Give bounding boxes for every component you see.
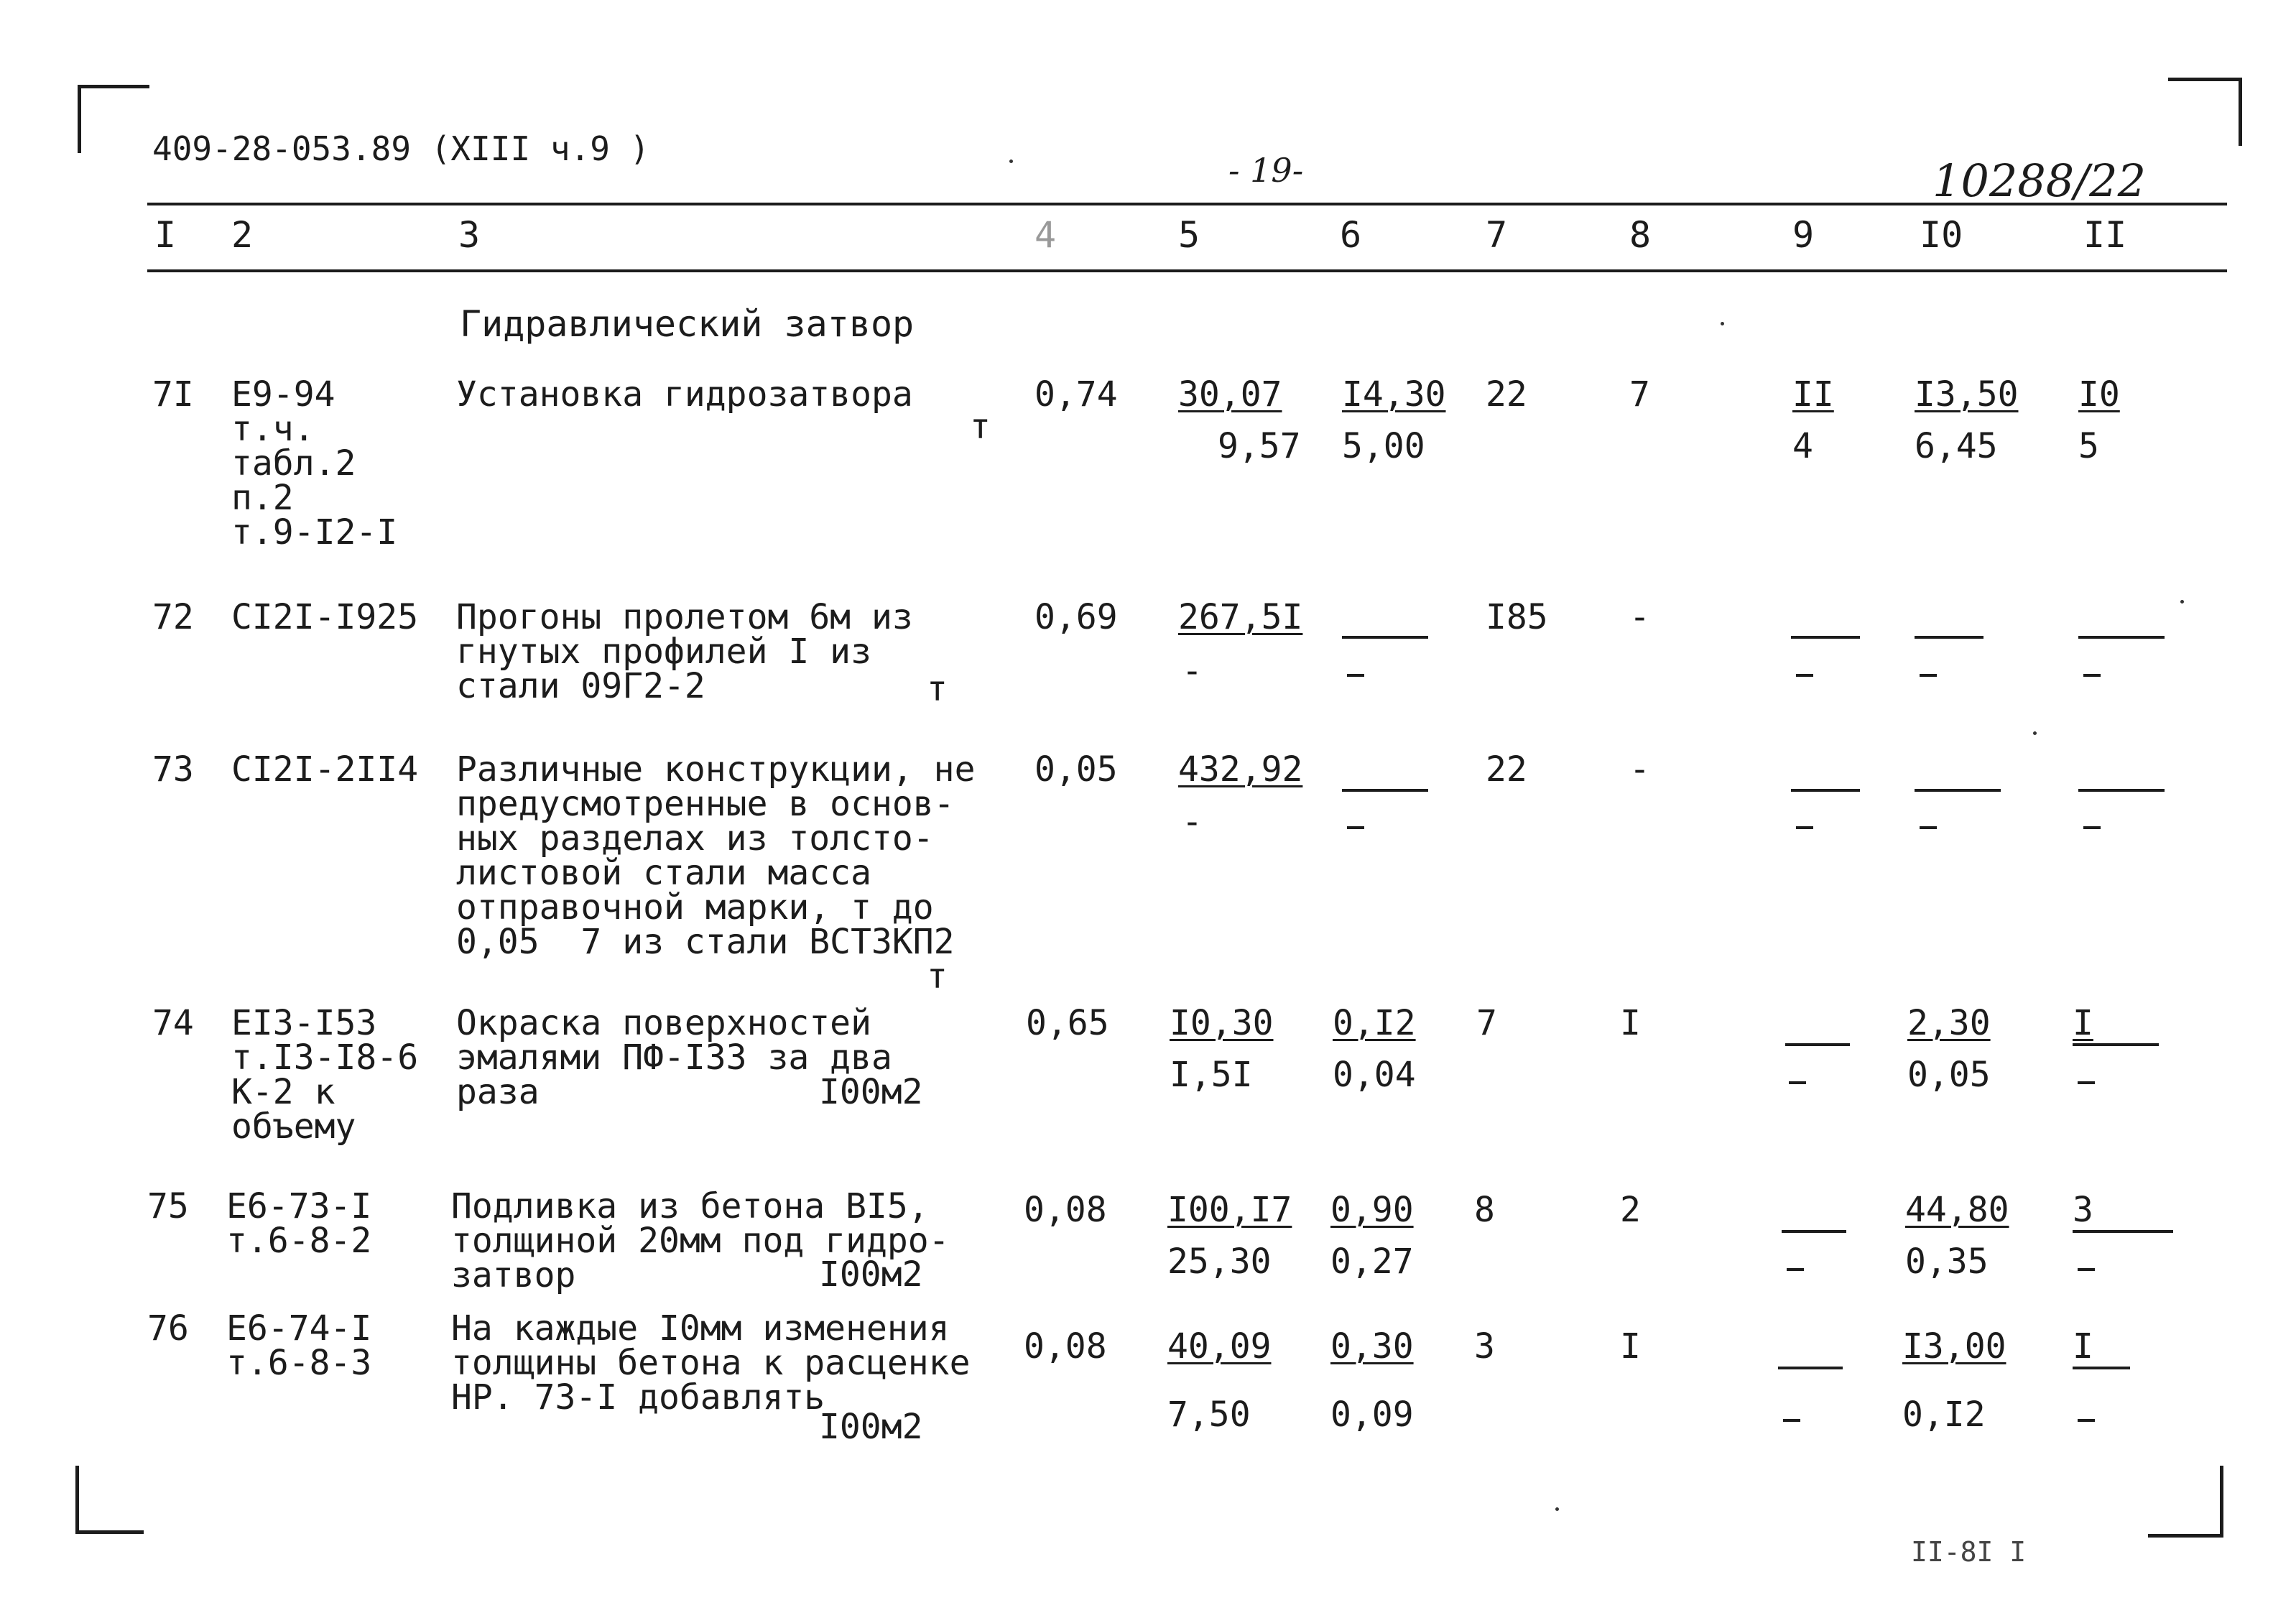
col11-top: I0 [2078, 374, 2120, 415]
col11-top-rule [2073, 1043, 2159, 1046]
col6-top: 0,90 [1330, 1190, 1414, 1230]
scan-speck [2180, 600, 2184, 604]
col5-bottom: 25,30 [1167, 1242, 1272, 1282]
col11-top: I [2073, 1003, 2093, 1043]
col10-top: 2,30 [1907, 1003, 1991, 1043]
document-code: 409-28-053.89 (XIII ч.9 ) [152, 129, 650, 168]
norm-code: Е9-94 т.ч. табл.2 п.2 т.9-I2-I [231, 374, 398, 553]
unit-label: т [970, 407, 991, 447]
col6-bottom-dash [1347, 674, 1364, 677]
row-number: 7I [152, 374, 194, 415]
corner-bracket-top-right [2168, 78, 2242, 146]
work-description: Подливка из бетона ВI5, толщиной 20мм под гидро- затвор [451, 1186, 950, 1295]
col9-top-dash [1778, 1367, 1843, 1369]
table-top-rule [147, 203, 2227, 205]
column-header-4: 4 [1034, 214, 1057, 256]
col7-value: 8 [1474, 1190, 1495, 1230]
col8-value: 2 [1620, 1190, 1641, 1230]
col11-top: 3 [2073, 1190, 2093, 1230]
column-header-11: II [2083, 214, 2127, 256]
col8-value: I [1620, 1003, 1641, 1043]
row-number: 76 [147, 1308, 189, 1349]
col10-bottom: 0,I2 [1902, 1395, 1986, 1435]
col5-top: I00,I7 [1167, 1190, 1292, 1230]
col9-bottom-dash [1783, 1419, 1800, 1422]
column-header-5: 5 [1178, 214, 1200, 256]
col9-bottom-dash [1787, 1268, 1804, 1271]
row-number: 72 [152, 597, 194, 637]
quantity-value: 0,08 [1024, 1190, 1107, 1230]
col11-bottom-dash [2078, 1268, 2095, 1271]
col9-top-dash [1782, 1230, 1846, 1233]
col11-bottom-dash [2083, 826, 2101, 829]
row-number: 75 [147, 1186, 189, 1226]
corner-bracket-bottom-left [75, 1466, 144, 1534]
quantity-value: 0,08 [1024, 1326, 1107, 1367]
col7-value: 7 [1476, 1003, 1497, 1043]
col10-bottom: 6,45 [1915, 426, 1998, 466]
scan-speck [1721, 322, 1724, 325]
corner-bracket-top-left [78, 85, 149, 153]
work-description: Установка гидрозатвора [456, 374, 913, 415]
col6-top: 0,I2 [1333, 1003, 1416, 1043]
col5-top: 30,07 [1178, 374, 1282, 415]
quantity-value: 0,74 [1034, 374, 1118, 415]
page-number: - 19- [1228, 151, 1304, 190]
col11-top-rule [2073, 1367, 2130, 1369]
column-header-9: 9 [1792, 214, 1815, 256]
table-header-rule [147, 269, 2227, 272]
unit-label: т [927, 669, 948, 709]
unit-label: т [927, 956, 948, 997]
col10-top: I3,00 [1902, 1326, 2006, 1367]
col9-top-dash [1791, 636, 1860, 639]
col7-value: 22 [1486, 749, 1527, 790]
norm-code: Е6-73-I т.6-8-2 [226, 1186, 372, 1261]
quantity-value: 0,69 [1034, 597, 1118, 637]
column-header-8: 8 [1629, 214, 1652, 256]
col11-bottom-dash [2078, 1419, 2095, 1422]
norm-code: СI2I-I925 [231, 597, 419, 637]
unit-label: I00м2 [819, 1072, 923, 1112]
scan-speck [2033, 731, 2037, 735]
section-title: Гидравлический затвор [460, 303, 915, 345]
work-description: Различные конструкции, не предусмотренные в основ- ных разделах из толсто- листовой стали масса отправочной марки, т до 0,05 7 из стали ВСТ3КП2 [456, 749, 976, 962]
col6-bottom: 0,04 [1333, 1055, 1416, 1095]
col7-value: I85 [1486, 597, 1548, 637]
column-header-1: I [154, 214, 177, 256]
col7-value: 22 [1486, 374, 1527, 415]
col5-top: 267,5I [1178, 597, 1303, 637]
norm-code: ЕI3-I53 т.I3-I8-6 К-2 к объему [231, 1003, 419, 1147]
col5-top: I0,30 [1170, 1003, 1274, 1043]
col11-top-rule [2073, 1230, 2173, 1233]
work-description: На каждые I0мм изменения толщины бетона к расценке НР. 73-I добавлять [451, 1308, 971, 1418]
col9-top-dash [1791, 789, 1860, 792]
col11-bottom: 5 [2078, 426, 2099, 466]
sheet-reference: 10288/22 [1932, 154, 2147, 207]
col8-value: - [1629, 749, 1650, 790]
col6-bottom: 5,00 [1342, 426, 1425, 466]
col9-top-dash [1785, 1043, 1850, 1046]
work-description: Прогоны пролетом 6м из гнутых профилей I из стали 09Г2-2 [456, 597, 913, 706]
column-header-2: 2 [231, 214, 254, 256]
column-header-3: 3 [458, 214, 481, 256]
column-header-6: 6 [1340, 214, 1362, 256]
col11-top-dash [2078, 789, 2165, 792]
col9-bottom-dash [1789, 1081, 1806, 1084]
norm-code: СI2I-2II4 [231, 749, 419, 790]
column-header-10: I0 [1920, 214, 1963, 256]
col11-bottom-dash [2083, 674, 2101, 677]
row-number: 74 [152, 1003, 194, 1043]
norm-code: Е6-74-I т.6-8-3 [226, 1308, 372, 1383]
col8-value: - [1629, 597, 1650, 637]
col6-top-dash [1342, 636, 1428, 639]
col6-top-dash [1342, 789, 1428, 792]
col9-bottom: 4 [1792, 426, 1813, 466]
col10-top-dash [1915, 636, 1983, 639]
col11-bottom-dash [2078, 1081, 2095, 1084]
col10-top: 44,80 [1905, 1190, 2009, 1230]
col10-bottom: 0,35 [1905, 1242, 1989, 1282]
quantity-value: 0,05 [1034, 749, 1118, 790]
unit-label: I00м2 [819, 1254, 923, 1295]
col6-bottom-dash [1347, 826, 1364, 829]
col8-value: 7 [1629, 374, 1650, 415]
quantity-value: 0,65 [1026, 1003, 1109, 1043]
col11-top-dash [2078, 636, 2165, 639]
scan-speck [1009, 160, 1013, 163]
unit-label: I00м2 [819, 1407, 923, 1447]
scan-speck [1555, 1507, 1559, 1511]
col10-top: I3,50 [1915, 374, 2019, 415]
col5-top: 40,09 [1167, 1326, 1272, 1367]
col9-top: II [1792, 374, 1834, 415]
col5-bottom: 7,50 [1167, 1395, 1251, 1435]
col8-value: I [1620, 1326, 1641, 1367]
col5-bottom: 9,57 [1218, 426, 1301, 466]
col10-top-dash [1915, 789, 2001, 792]
col10-bottom: 0,05 [1907, 1055, 1991, 1095]
footer-mark: II-8I I [1911, 1536, 2027, 1568]
col6-top: 0,30 [1330, 1326, 1414, 1367]
col10-bottom-dash [1920, 826, 1937, 829]
col9-bottom-dash [1796, 674, 1813, 677]
col5-top: 432,92 [1178, 749, 1303, 790]
col6-bottom: 0,27 [1330, 1242, 1414, 1282]
row-number: 73 [152, 749, 194, 790]
col5-bottom: - [1182, 651, 1203, 691]
col11-top: I [2073, 1326, 2093, 1367]
col6-top: I4,30 [1342, 374, 1446, 415]
col7-value: 3 [1474, 1326, 1495, 1367]
column-header-7: 7 [1486, 214, 1508, 256]
col5-bottom: I,5I [1170, 1055, 1253, 1095]
col10-bottom-dash [1920, 674, 1937, 677]
work-description: Окраска поверхностей эмалями ПФ-I33 за два раза [456, 1003, 892, 1112]
col6-bottom: 0,09 [1330, 1395, 1414, 1435]
col5-bottom: - [1182, 802, 1203, 842]
corner-bracket-bottom-right [2148, 1466, 2223, 1538]
col9-bottom-dash [1796, 826, 1813, 829]
